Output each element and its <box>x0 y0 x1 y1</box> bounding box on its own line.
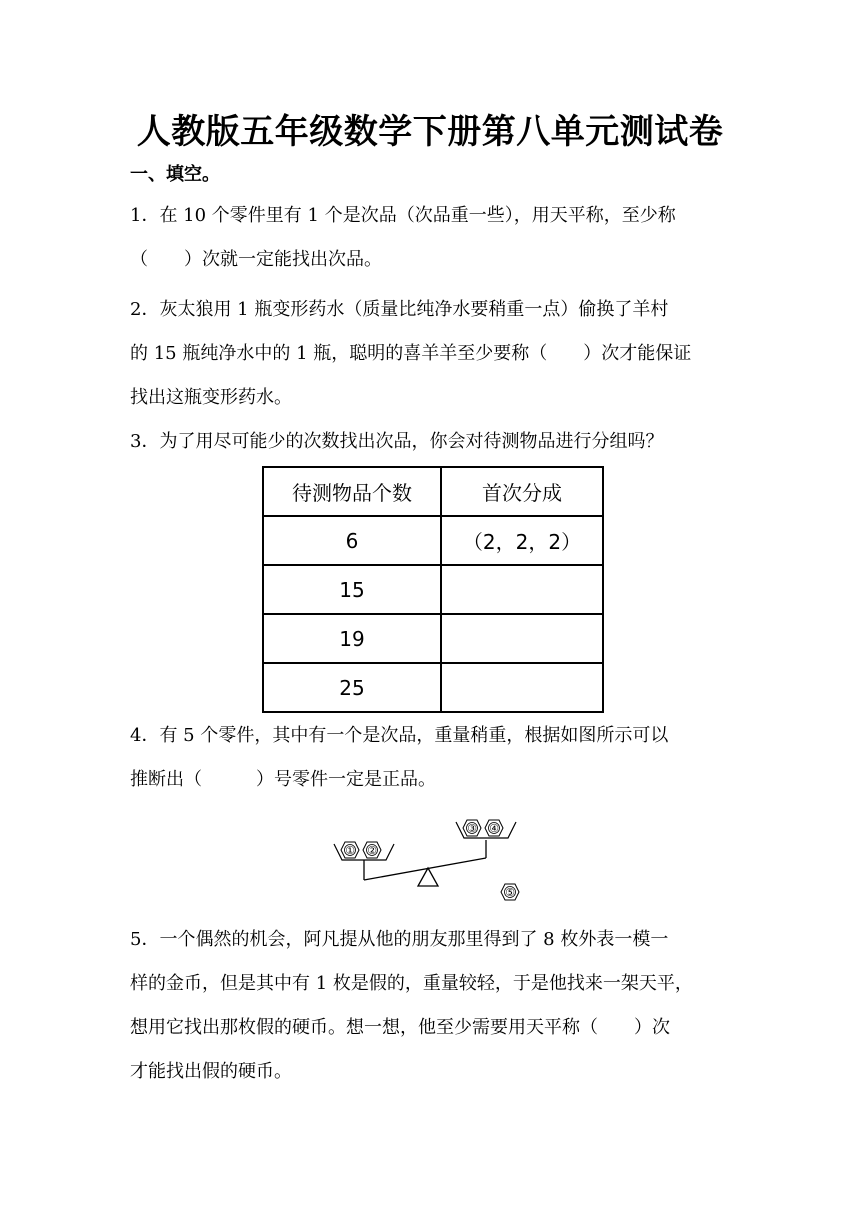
question-3-line-1: 3．为了用尽可能少的次数找出次品，你会对待测物品进行分组吗？ <box>130 431 664 452</box>
part-1-label: ① <box>345 844 355 857</box>
question-1 <box>130 194 730 282</box>
question-4-line-1: 4．有 5 个零件，其中有一个是次品，重量稍重，根据如图所示可以 <box>130 725 669 746</box>
table-row <box>263 565 603 614</box>
table-cell-count: 19 <box>263 614 441 663</box>
part-3-nut <box>463 820 481 836</box>
table-header-count: 待测物品个数 <box>263 467 441 516</box>
part-2-label: ② <box>367 844 377 857</box>
question-1-line-1: 1．在 10 个零件里有 1 个是次品（次品重一些），用天平称，至少称 <box>130 205 676 226</box>
balance-scale-figure <box>330 810 530 904</box>
table-row <box>263 663 603 712</box>
question-2 <box>130 288 730 420</box>
question-1-line-2: （ ）次就一定能找出次品。 <box>130 249 382 270</box>
question-4 <box>130 714 730 802</box>
grouping-table <box>262 466 604 713</box>
fulcrum-triangle <box>418 868 438 886</box>
part-1-nut <box>341 842 359 858</box>
part-5-nut <box>501 884 519 900</box>
table-cell-split-blank[interactable] <box>441 663 603 712</box>
part-3-label: ③ <box>467 822 477 835</box>
table-cell-count: 25 <box>263 663 441 712</box>
part-5-label: ⑤ <box>505 886 515 899</box>
table-header-row <box>263 467 603 516</box>
table-cell-split: （2，2，2） <box>441 516 603 565</box>
table-header-first-split: 首次分成 <box>441 467 603 516</box>
question-4-line-2: 推断出（ ）号零件一定是正品。 <box>130 769 436 790</box>
section-heading-fill-blank: 一、填空。 <box>130 164 220 185</box>
question-2-line-1: 2．灰太狼用 1 瓶变形药水（质量比纯净水要稍重一点）偷换了羊村 <box>130 299 669 320</box>
table-cell-split-blank[interactable] <box>441 565 603 614</box>
question-5-line-3: 想用它找出那枚假的硬币。想一想，他至少需要用天平称（ ）次 <box>130 1017 670 1038</box>
part-4-label: ④ <box>489 822 499 835</box>
table-cell-split-blank[interactable] <box>441 614 603 663</box>
question-5-line-1: 5．一个偶然的机会，阿凡提从他的朋友那里得到了 8 枚外表一模一 <box>130 929 669 950</box>
question-2-line-2: 的 15 瓶纯净水中的 1 瓶，聪明的喜羊羊至少要称（ ）次才能保证 <box>130 343 692 364</box>
table-cell-count: 6 <box>263 516 441 565</box>
table-row <box>263 516 603 565</box>
question-3 <box>130 420 730 464</box>
part-4-nut <box>485 820 503 836</box>
question-5 <box>130 918 730 1094</box>
question-5-line-4: 才能找出假的硬币。 <box>130 1061 292 1082</box>
table-row <box>263 614 603 663</box>
question-2-line-3: 找出这瓶变形药水。 <box>130 387 292 408</box>
question-5-line-2: 样的金币，但是其中有 1 枚是假的，重量较轻，于是他找来一架天平， <box>130 973 693 994</box>
part-2-nut <box>363 842 381 858</box>
table-cell-count: 15 <box>263 565 441 614</box>
page-title: 人教版五年级数学下册第八单元测试卷 <box>136 112 724 152</box>
